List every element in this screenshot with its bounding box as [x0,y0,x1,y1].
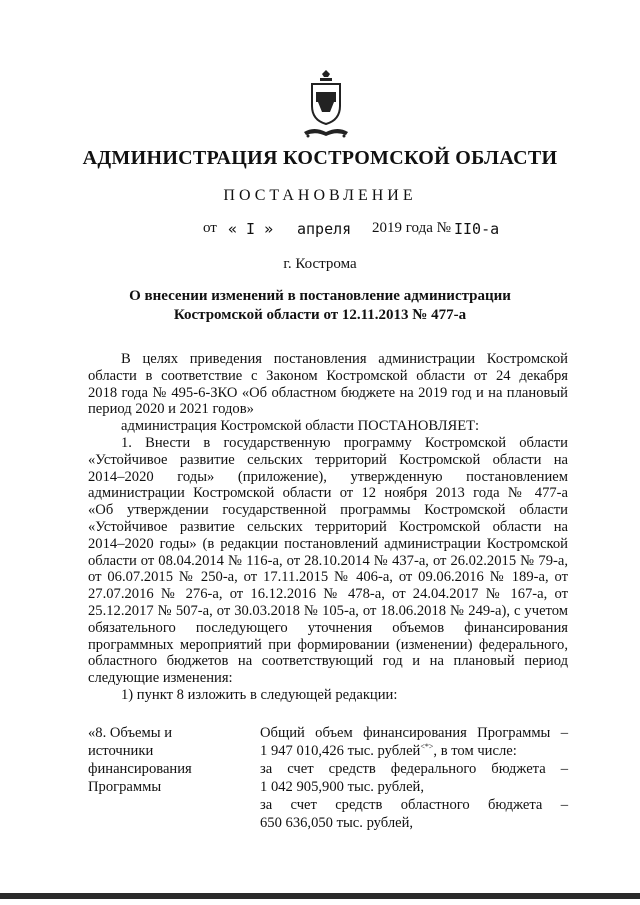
total-funding-line: Общий объем финансирования Программы – [260,725,568,741]
preamble-line: 2018 года № 495-6-ЗКО «Об областном бюджете на 2019 год и на плановый [88,384,568,401]
federal-funding-line: за счет средств федерального бюджета – [260,761,568,777]
table-left-line: источники [88,743,154,759]
document-type: ПОСТАНОВЛЕНИЕ [223,187,417,204]
item1-line: «Об утверждении государственной программы Костромской области [88,502,568,519]
preamble-paragraph [88,351,568,704]
city-name: г. Кострома [283,256,357,272]
subitem1-line: 1) пункт 8 изложить в следующей редакции: [121,686,398,703]
item1-line: 1. Внести в государственную программу Костромской области [121,434,568,451]
item1-line: областного бюджетов на соответствующий год и на плановый период [88,653,568,670]
scan-bottom-edge [0,893,640,899]
subject-line-1: О внесении изменений в постановление администрации [129,288,511,304]
table-left-line: «8. Объемы и [88,725,173,741]
item1-line: области от 08.04.2014 № 116-а, от 28.10.2014 № 437-а, от 26.02.2015 № 79-а, [88,552,568,569]
organization-title: АДМИНИСТРАЦИЯ КОСТРОМСКОЙ ОБЛАСТИ [82,147,558,169]
item1-line: программных мероприятий при формировании (изменении) федерального, [88,636,568,653]
table-left-line: Программы [88,779,162,795]
item1-line: администрации Костромской области от 12 ноября 2013 года № 477-а [88,485,568,502]
item1-line: следующие изменения: [88,670,233,687]
coat-of-arms-emblem [300,66,352,146]
regional-amount: 650 636,050 тыс. рублей, [260,815,414,831]
date-day: « I » [228,220,274,238]
item1-line: 27.07.2016 № 276-а, от 16.12.2016 № 478-а, от 24.04.2017 № 167-а, от [88,586,568,603]
total-amount: 1 947 010,426 тыс. рублей [260,743,421,759]
table-left-line: финансирования [88,761,192,777]
item1-line: от 06.07.2015 № 250-а, от 17.11.2015 № 406-а, от 09.06.2016 № 189-а, от [88,569,568,586]
subject-line-2: Костромской области от 12.11.2013 № 477-а [173,307,467,323]
preamble-line: области в соответствие с Законом Костромской области от 24 декабря [88,367,568,384]
preamble-line: В целях приведения постановления администрации Костромской [121,351,568,367]
total-suffix: , в том числе: [433,743,517,759]
item1-line: 2014–2020 годы» (приложение), утвержденную постановлением [88,468,568,485]
item1-line: 25.12.2017 № 507-а, от 30.03.2018 № 105-а, от 18.06.2018 № 249-а), с учетом [88,602,568,619]
date-prefix: от [203,220,217,236]
total-funding-amount-line [260,742,568,760]
date-month: апреля [297,220,352,238]
item1-line: 2014–2020 годы» (в редакции постановлений администрации Костромской [88,535,568,552]
table-left-cell [88,724,248,796]
regional-funding-line: за счет средств областного бюджета – [260,797,568,813]
resolves-line: администрация Костромской области ПОСТАНОВЛЯЕТ: [121,418,480,435]
footnote-marker: <*> [420,742,434,752]
item1-line: «Устойчивое развитие сельских территорий Костромской области на [88,518,568,535]
item1-line: «Устойчивое развитие сельских территорий Костромской области на [88,451,568,468]
item1-line: обязательного последующего уточнения объемов финансирования [88,619,568,636]
document-subject [0,287,640,325]
federal-amount: 1 042 905,900 тыс. рублей, [260,779,425,795]
preamble-line: период 2020 и 2021 годов» [88,401,254,418]
table-right-cell [260,724,568,832]
document-number: II0-а [454,220,500,238]
date-year: 2019 года № [372,220,451,236]
